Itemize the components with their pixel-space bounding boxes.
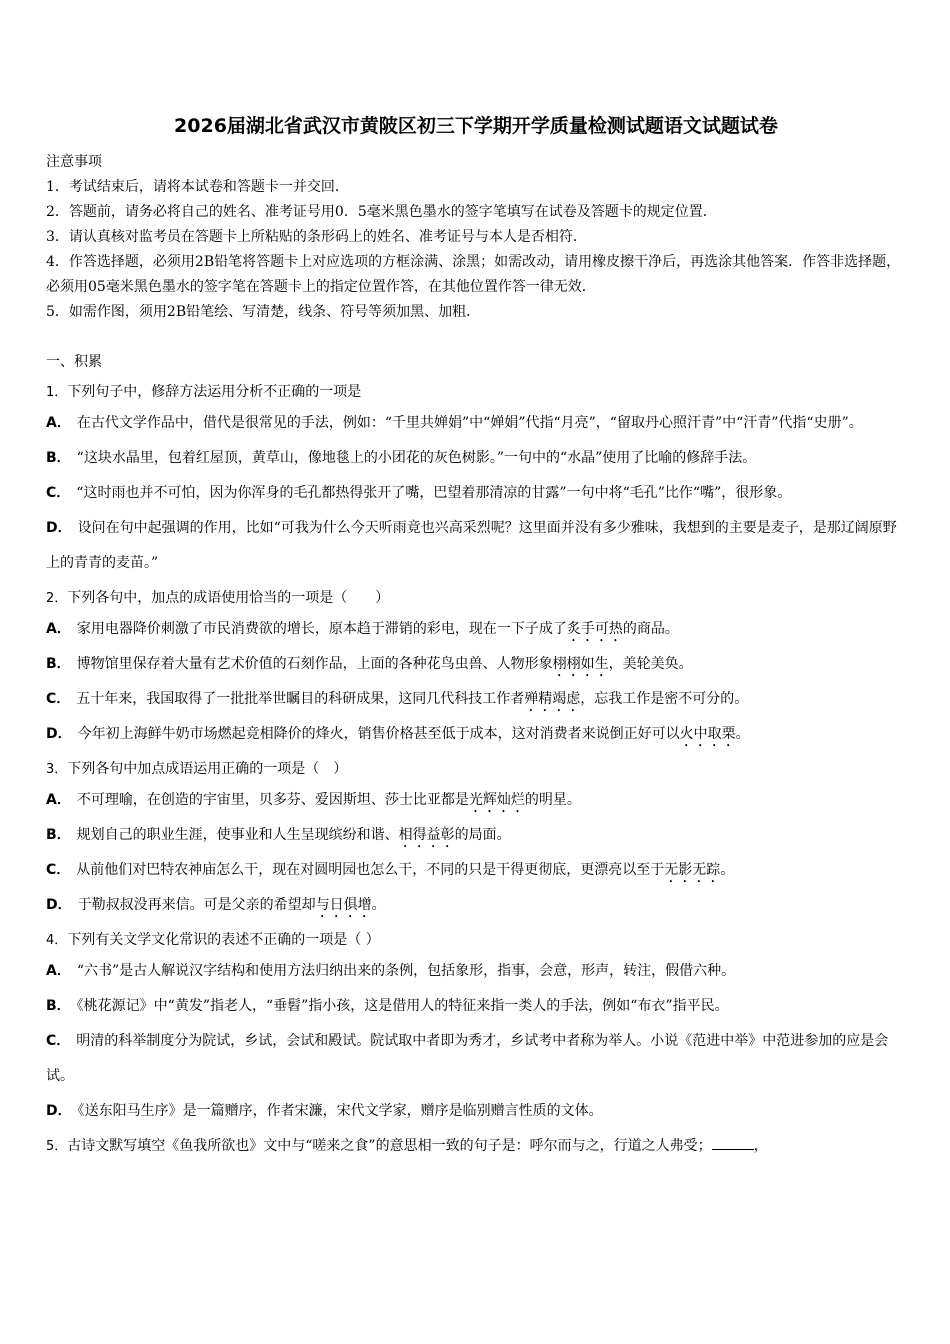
q1-option-d (46, 511, 906, 581)
option-text-post: ，美轮美奂。 (608, 656, 693, 672)
option-text: 明清的科举制度分为院试，乡试，会试和殿试。院试取中者即为秀才，乡试考中者称为举人。小说《范进中举》中范进参加的应是会试。 (46, 1033, 889, 1084)
dotted-idiom: 炙手可热 (566, 621, 623, 637)
option-letter: C． (46, 691, 71, 707)
option-text-post: 。 (371, 897, 386, 913)
q4-option-c (46, 1024, 906, 1094)
notice-item-1: 1．考试结束后，请将本试卷和答题卡一并交回． (46, 179, 349, 195)
option-text: 设问在句中起强调的作用，比如“可我为什么今天听雨竟也兴高采烈呢？这里面并没有多少雅味，我想到的主要是麦子，是那辽阔原野上的青青的麦苗。” (46, 520, 897, 571)
option-text-pre: 于勒叔叔没再来信。可是父亲的希望却 (77, 897, 316, 913)
option-text: 《送东阳马生序》是一篇赠序，作者宋濂，宋代文学家，赠序是临别赠言性质的文体。 (77, 1103, 603, 1119)
option-letter: D． (46, 897, 72, 913)
q3-option-c (46, 853, 906, 888)
page-title: 2026届湖北省武汉市黄陂区初三下学期开学质量检测试题语文试题试卷 (174, 115, 778, 137)
option-text: “六书”是古人解说汉字结构和使用方法归纳出来的条例，包括象形，指事，会意，形声，转注，假借六种。 (76, 963, 736, 979)
notice-block (46, 150, 906, 325)
question-2 (46, 585, 906, 612)
q3-option-a (46, 783, 906, 818)
dotted-idiom: 栩栩如生 (552, 656, 609, 672)
dotted-idiom: 殚精竭虑 (524, 691, 581, 707)
option-letter: C． (46, 485, 71, 501)
option-letter: A． (46, 621, 71, 637)
dotted-idiom: 与日俱增 (315, 897, 372, 913)
option-letter: C． (46, 1033, 71, 1049)
option-text-pre: 不可理喻，在创造的宇宙里，贝多芬、爱因斯坦、莎士比亚都是 (76, 792, 469, 808)
question-number: 5． (46, 1139, 68, 1154)
question-4 (46, 927, 906, 954)
option-letter: D． (46, 520, 72, 536)
question-3 (46, 756, 906, 783)
option-text-post: ，忘我工作是密不可分的。 (580, 691, 749, 707)
option-text: 在古代文学作品中，借代是很常见的手法，例如：“千里共婵娟”中“婵娟”代指“月亮”，“留取丹心照汗青”中“汗青”代指“史册”。 (76, 415, 863, 431)
question-number: 1． (46, 385, 68, 400)
notice-item-4: 4．作答选择题，必须用2B铅笔将答题卡上对应选项的方框涂满、涂黑；如需改动，请用橡皮擦干净后，再选涂其他答案．作答非选择题，必须用05毫米黑色墨水的签字笔在答题卡上的指定位置作答，在其他位置作答一律无效． (46, 254, 901, 295)
option-text: 《桃花源记》中“黄发”指老人，“垂髫”指小孩，这是借用人的特征来指一类人的手法，例如“布衣”指平民。 (76, 998, 729, 1014)
option-letter: D． (46, 726, 72, 742)
option-text-pre: 五十年来，我国取得了一批批举世瞩目的科研成果，这同几代科技工作者 (76, 691, 525, 707)
option-letter: B． (46, 998, 71, 1014)
option-letter: A． (46, 963, 71, 979)
section-heading: 一、积累 (46, 354, 102, 370)
option-text-post: 的商品。 (622, 621, 679, 637)
question-stem: 下列各句中，加点的成语使用恰当的一项是（ ） (67, 590, 390, 606)
question-tail: ， (753, 1138, 768, 1154)
option-text-post: 的局面。 (454, 827, 511, 843)
question-number: 3． (46, 762, 68, 777)
q3-option-b (46, 818, 906, 853)
q3-option-d (46, 888, 906, 923)
q2-option-d (46, 717, 906, 752)
question-stem: 下列各句中加点成语运用正确的一项是（ ） (67, 761, 348, 777)
dotted-idiom: 光辉灿烂 (468, 792, 525, 808)
option-text-pre: 从前他们对巴特农神庙怎么干，现在对圆明园也怎么干，不同的只是干得更彻底，更漂亮以至于 (76, 862, 665, 878)
option-letter: B． (46, 827, 71, 843)
option-text-post: 。 (735, 726, 750, 742)
option-letter: D． (46, 1103, 72, 1119)
option-letter: B． (46, 656, 71, 672)
spacer (46, 325, 906, 349)
question-5 (46, 1133, 906, 1160)
option-text-pre: 博物馆里保存着大量有艺术价值的石刻作品，上面的各种花鸟虫兽、人物形象 (76, 656, 553, 672)
option-text-post: 。 (720, 862, 735, 878)
notice-item-3: 3．请认真核对监考员在答题卡上所粘贴的条形码上的姓名、准考证号与本人是否相符． (46, 229, 587, 245)
question-stem: 下列有关文学文化常识的表述不正确的一项是（ ） (67, 932, 380, 948)
option-letter: A． (46, 415, 71, 431)
notice-item-5: 5．如需作图，须用2B铅笔绘、写清楚，线条、符号等须加黑、加粗． (46, 304, 481, 320)
option-text: “这时雨也并不可怕，因为你浑身的毛孔都热得张开了嘴，巴望着那清凉的甘露”一句中将“毛孔”比作“嘴”，很形象。 (76, 485, 792, 501)
option-text-pre: 家用电器降价刺激了市民消费欲的增长，原本趋于滞销的彩电，现在一下子成了 (76, 621, 567, 637)
option-text: “这块水晶里，包着红屋顶，黄草山，像地毯上的小团花的灰色树影。”一句中的“水晶”使用了比喻的修辞手法。 (76, 450, 757, 466)
q2-option-a (46, 612, 906, 647)
dotted-idiom: 相得益彰 (398, 827, 455, 843)
answer-blank[interactable] (712, 1135, 754, 1150)
option-letter: C． (46, 862, 71, 878)
q4-option-a (46, 954, 906, 989)
question-1 (46, 379, 906, 406)
dotted-idiom: 无影无踪 (664, 862, 721, 878)
q2-option-b (46, 647, 906, 682)
question-number: 4． (46, 933, 68, 948)
q1-option-c (46, 476, 906, 511)
q4-option-b (46, 989, 906, 1024)
q1-option-b (46, 441, 906, 476)
question-stem: 古诗文默写填空《鱼我所欲也》文中与“嗟来之食”的意思相一致的句子是：呼尔而与之，行道之人弗受； (67, 1138, 712, 1154)
dotted-idiom: 火中取栗 (679, 726, 736, 742)
option-text-pre: 规划自己的职业生涯，使事业和人生呈现缤纷和谐、 (76, 827, 399, 843)
option-letter: B． (46, 450, 71, 466)
notice-heading: 注意事项 (46, 154, 102, 170)
q4-option-d (46, 1094, 906, 1129)
q1-option-a (46, 406, 906, 441)
option-text-post: 的明星。 (524, 792, 581, 808)
option-letter: A． (46, 792, 71, 808)
question-number: 2． (46, 591, 68, 606)
option-text-pre: 今年初上海鲜牛奶市场燃起竞相降价的烽火，销售价格甚至低于成本，这对消费者来说倒正好可以 (77, 726, 680, 742)
question-stem: 下列句子中，修辞方法运用分析不正确的一项是 (67, 384, 362, 400)
q2-option-c (46, 682, 906, 717)
notice-item-2: 2．答题前，请务必将自己的姓名、准考证号用0．5毫米黑色墨水的签字笔填写在试卷及答题卡的规定位置． (46, 204, 717, 220)
